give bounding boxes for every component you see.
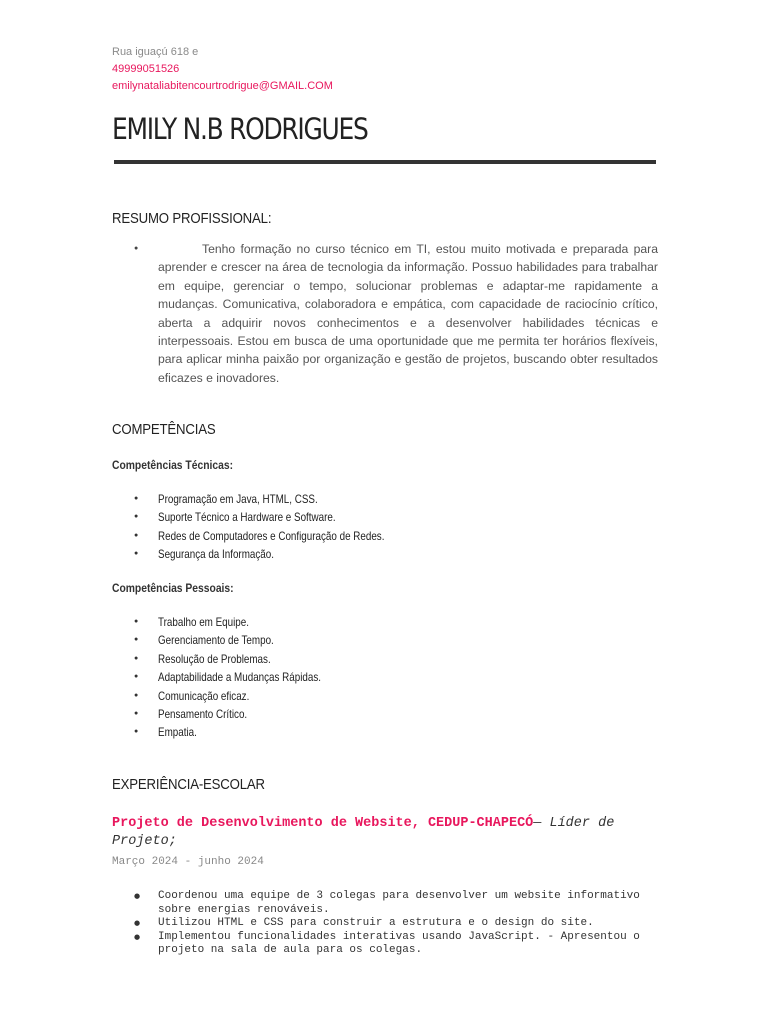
project-date: Março 2024 - junho 2024 <box>112 856 264 868</box>
list-item-text: Redes de Computadores e Configuração de Redes. <box>158 528 385 543</box>
contact-phone[interactable]: 49999051526 <box>112 63 180 75</box>
list-item: ● Implementou funcionalidades interativas usando JavaScript. - Apresentou o projeto na sala de aula para os colegas. <box>130 931 660 958</box>
list-item-text: Gerenciamento de Tempo. <box>158 633 274 648</box>
list-item-text: Empatia. <box>158 725 197 740</box>
experience-heading: EXPERIÊNCIA-ESCOLAR <box>112 776 265 793</box>
list-item-text: Comunicação eficaz. <box>158 688 250 703</box>
list-item-text: Segurança da Informação. <box>158 547 274 562</box>
list-item <box>130 508 630 526</box>
project-role: — Líder de Projeto; <box>112 816 615 849</box>
list-item-text: Trabalho em Equipe. <box>158 615 249 629</box>
list-item <box>130 490 630 508</box>
contact-address: Rua iguaçú 618 e <box>112 46 199 58</box>
list-item-text: Adaptabilidade a Mudanças Rápidas. <box>158 670 322 685</box>
contact-block <box>112 44 333 95</box>
list-item <box>130 545 630 563</box>
list-item <box>130 650 630 668</box>
list-item <box>130 613 630 631</box>
summary-item <box>130 240 658 387</box>
list-item-text: Suporte Técnico a Hardware e Software. <box>158 510 336 525</box>
list-item <box>130 687 630 705</box>
technical-skills-list <box>130 490 630 564</box>
summary-heading: RESUMO PROFISSIONAL: <box>112 210 272 227</box>
list-item-text: Resolução de Problemas. <box>158 651 271 666</box>
list-item-text: Programação em Java, HTML, CSS. <box>158 492 318 506</box>
list-item: ● Coordenou uma equipe de 3 colegas para desenvolver um website informativo sobre energias renováveis. <box>130 890 660 917</box>
list-item <box>130 631 630 649</box>
project-heading <box>112 815 652 851</box>
list-item <box>130 527 630 545</box>
list-item <box>130 705 630 723</box>
personal-skills-list <box>130 613 630 742</box>
summary-text: Tenho formação no curso técnico em TI, estou muito motivada e preparada para aprender e crescer na área de tecnologia da informação. Possuo habilidades para trabalhar em equipe, gerenciar o tempo, solucionar problemas e adaptar-me rapidamente a mudanças. Comunicativa, colaboradora e empática, com capacidade de raciocínio crítico, aberta a adquirir novos conhecimentos e a desenvolver habilidades técnicas e interpessoais. Estou em busca de uma oportunidade que me permita ter horários flexíveis, para aplicar minha paixão por organização e gestão de projetos, buscando obter resultados eficazes e inovadores. <box>158 242 658 385</box>
list-item-text: Pensamento Crítico. <box>158 707 248 722</box>
title-divider <box>114 160 656 164</box>
project-activities-list <box>130 890 660 958</box>
resume-name: EMILY N.B RODRIGUES <box>112 112 368 146</box>
personal-skills-heading: Competências Pessoais: <box>112 581 234 595</box>
list-item <box>130 723 630 741</box>
skills-heading: COMPETÊNCIAS <box>112 421 216 438</box>
contact-email[interactable]: emilynataliabitencourtrodrigue@GMAIL.COM <box>112 80 333 92</box>
project-title: Projeto de Desenvolvimento de Website, CEDUP-CHAPECÓ <box>112 816 534 831</box>
list-item <box>130 668 630 686</box>
summary-list <box>130 240 658 387</box>
technical-skills-heading: Competências Técnicas: <box>112 458 234 472</box>
list-item: ● Utilizou HTML e CSS para construir a estrutura e o design do site. <box>130 917 660 931</box>
